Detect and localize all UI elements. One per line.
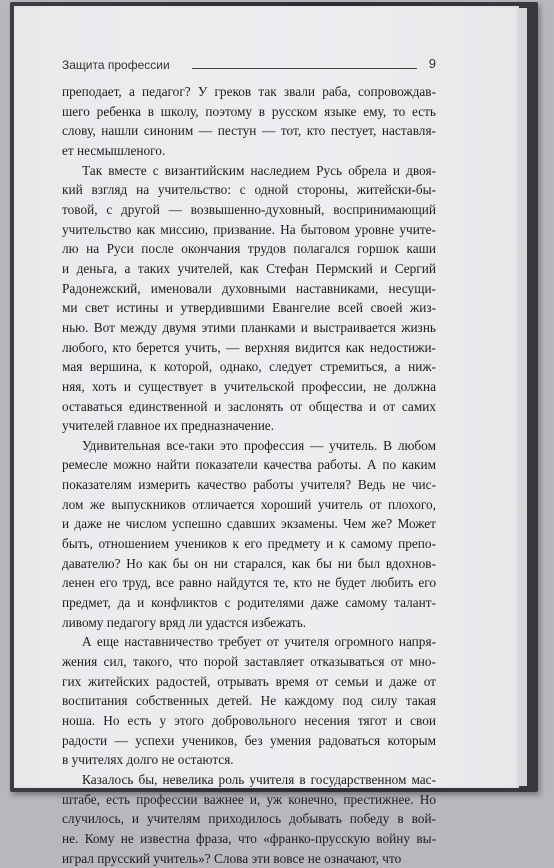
- text-line: предмет, да и конфликтов с родителями даже самому талант-: [62, 595, 436, 611]
- text-line: преподает, а педагог? У греков так звали раба, сопровождав-: [62, 84, 436, 99]
- text-line: ми свет истины и утвердившими Евангелие всей своей жиз-: [62, 300, 436, 316]
- header-rule: [192, 68, 417, 69]
- text-line: Казалось бы, невелика роль учителя в государственном мас-: [82, 771, 436, 787]
- page-edges: [519, 8, 527, 786]
- text-line: ленен его труд, все равно найдутся те, кто не будет любить его: [62, 575, 436, 591]
- text-line: нью. Вот между двумя этими планками и выстраивается жизнь: [62, 319, 436, 335]
- text-line: штабе, есть профессии важнее и, уж конечно, престижнее. Но: [62, 791, 436, 807]
- paragraph: [62, 436, 436, 633]
- body-text: [62, 82, 436, 868]
- paragraph: [62, 82, 436, 161]
- text-line: А еще наставничество требует от учителя огромного напря-: [82, 634, 436, 650]
- text-line: лю на Руси после окончания трудов полагался горшок каши: [62, 241, 436, 257]
- text-line: шего ребенка в школу, поэтому в русском языке ему, то есть: [62, 103, 436, 119]
- running-header-title: Защита профессии: [62, 58, 170, 72]
- text-line: ноша. Но есть у этого добровольного несения тягот и свои: [62, 713, 436, 728]
- text-line: ливому педагогу вряд ли удастся избежать.: [62, 614, 307, 630]
- paragraph: [62, 161, 436, 436]
- text-line: радости — успехи учеников, без умения радоваться которым: [62, 732, 436, 748]
- text-line: и даже не числом успешно сдавших экзамены. Чем же? Может: [62, 516, 436, 532]
- paragraph: [62, 632, 436, 770]
- text-line: учительство как миссию, призвание. На бытовом уровне учите-: [62, 221, 436, 237]
- text-line: ет несмышленого.: [62, 142, 166, 158]
- text-line: любого, кто берется учить, — верхняя видится как недостижи-: [62, 339, 436, 355]
- text-line: оставаться единственной и заслонять от общества и от самих: [62, 398, 436, 414]
- text-line: воспитания собственных детей. Не каждому под силу такая: [62, 693, 436, 709]
- text-line: Радонежский, именовали духовными наставниками, несущи-: [62, 280, 436, 296]
- text-line: учителей главное их предназначение.: [62, 418, 275, 434]
- text-line: случилось, и учителям приходилось добывать победу в вой-: [62, 811, 436, 827]
- paragraph: [62, 770, 436, 868]
- text-line: Удивительная все-таки это профессия — учитель. В любом: [82, 437, 436, 453]
- text-line: играл прусский учитель»? Слова эти вовсе не означают, что: [62, 850, 402, 866]
- text-line: няя, хоть и существует в учительской профессии, не должна: [62, 378, 436, 394]
- text-line: слову, нашли синоним — пестун — тот, кто пестует, наставля-: [62, 123, 436, 139]
- text-line: быть, отношением учеников к его предмету и к самому препо-: [62, 536, 436, 552]
- text-line: показателям измерить качество работы учителя? Ведь не чис-: [62, 477, 436, 493]
- page-number: 9: [428, 56, 436, 71]
- text-line: мая вершина, к которой, однако, следует стремиться, а ниж-: [62, 359, 436, 375]
- text-line: давателю? Но как бы он ни старался, как бы ни был вдохнов-: [62, 555, 436, 571]
- text-line: не. Кому не известна фраза, что «франко-прусскую войну вы-: [62, 830, 436, 846]
- text-line: Так вместе с византийским наследием Русь обрела и двоя-: [82, 162, 436, 178]
- text-line: ремесле можно найти показатели качества работы. А по каким: [62, 457, 436, 473]
- text-line: и деньга, а таких учителей, как Стефан Пермский и Сергий: [62, 260, 436, 276]
- text-line: жения сил, такого, что порой заставляет отказываться от мно-: [62, 654, 436, 670]
- text-line: лом же выпускников отличается хороший учитель от плохого,: [62, 496, 436, 512]
- text-line: гих житейских радостей, отрывать время от семьи и даже от: [62, 673, 436, 689]
- text-line: кий взгляд на учительство: с одной стороны, житейски-бы-: [62, 182, 436, 198]
- text-line: товой, с другой — возвышенно-духовный, воспринимающий: [62, 201, 436, 217]
- text-line: в учителях долго не остаются.: [62, 752, 234, 768]
